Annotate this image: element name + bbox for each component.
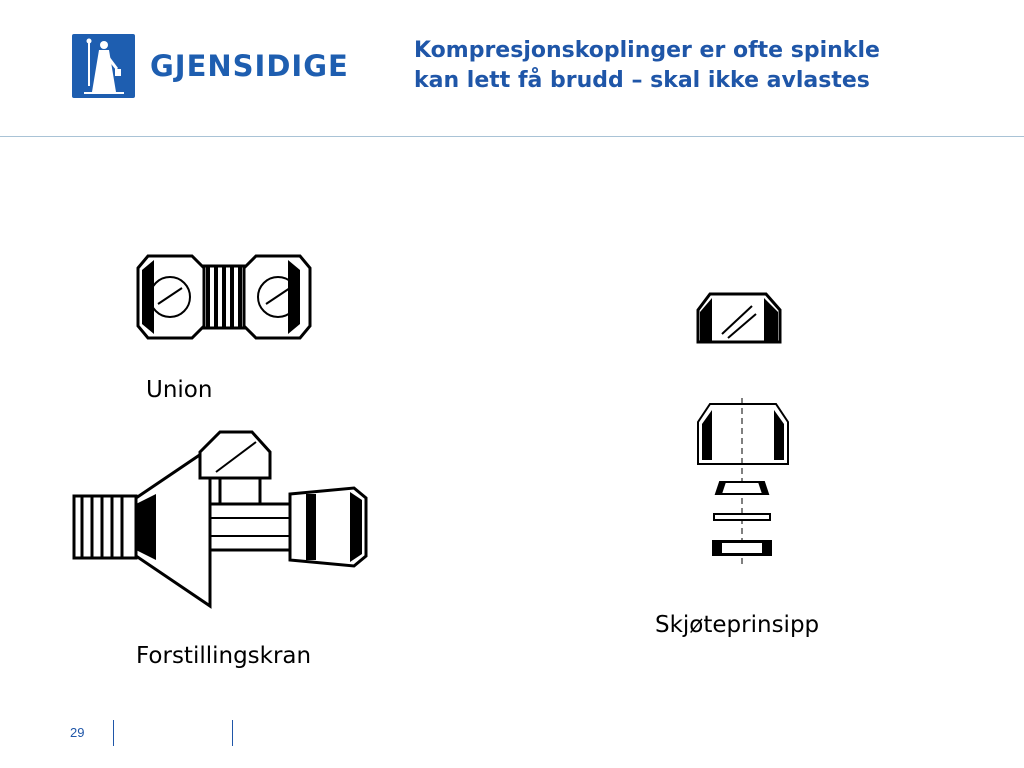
caption-valve: Forstillingskran — [136, 643, 312, 669]
caption-principle: Skjøteprinsipp — [655, 612, 820, 638]
footer-divider-left — [113, 720, 114, 746]
slide-header — [0, 0, 1024, 137]
brand-name: GJENSIDIGE — [150, 49, 349, 83]
page-number: 29 — [70, 725, 85, 740]
valve-drawing — [70, 428, 386, 624]
figure-icon — [72, 34, 135, 98]
page-title — [414, 36, 1004, 96]
fitting-parts-drawing — [692, 396, 792, 568]
compression-nut-drawing — [694, 290, 784, 348]
caption-union: Union — [146, 377, 213, 403]
union-drawing — [134, 248, 314, 346]
title-line-2: kan lett få brudd – skal ikke avlastes — [414, 68, 870, 93]
logo-emblem — [72, 34, 135, 98]
title-line-1: Kompresjonskoplinger er ofte spinkle — [414, 38, 880, 63]
gjensidige-logo — [72, 34, 349, 100]
footer-divider-right — [232, 720, 233, 746]
